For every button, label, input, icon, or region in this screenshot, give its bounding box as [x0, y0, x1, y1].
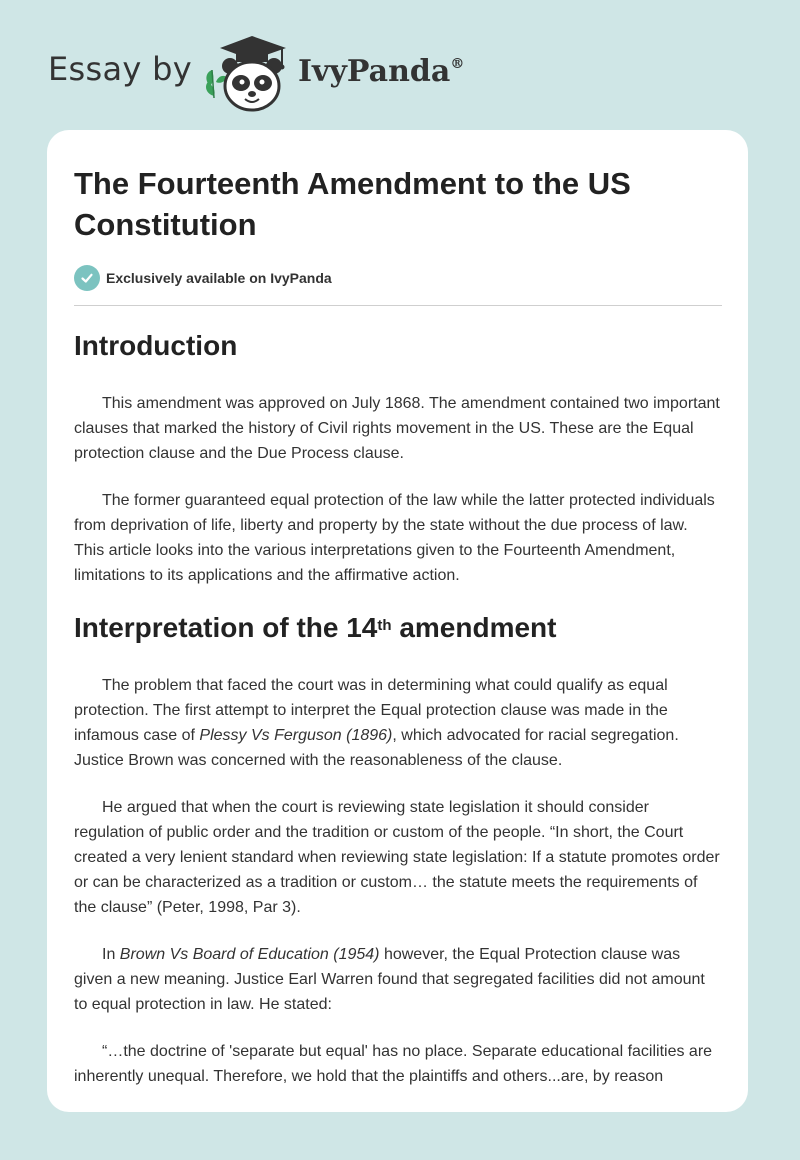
text-run: , which advocated for racial segregation. Justice Brown was concerned with the reasonableness of the clause. [74, 727, 679, 769]
section-heading-interpretation [74, 610, 722, 646]
text-run: The problem that faced the court was in determining what could qualify as equal protection. The first attempt to interpret the Equal protection clause was made in the infamous case of [74, 677, 668, 744]
heading-superscript: th [377, 617, 392, 634]
checkmark-icon [74, 265, 100, 291]
heading-main: Interpretation of the 14 [74, 612, 378, 643]
paragraph: He argued that when the court is reviewing state legislation it should consider regulation of public order and the tradition or custom of the people. “In short, the Court created a very lenient standard when reviewing state legislation: If a statute promotes order or can be characterized as a tradition or custom… the statute meets the requirements of the clause” (Peter, 1998, Par 3). [74, 799, 720, 916]
paragraph [74, 673, 722, 773]
title-divider [74, 305, 722, 306]
case-citation: Plessy Vs Ferguson (1896) [199, 727, 393, 744]
text-run: however, the Equal Protection clause was given a new meaning. Justice Earl Warren found that segregated facilities did not amount to equal protection in law. He stated: [74, 946, 705, 1013]
heading-tail: amendment [391, 612, 557, 643]
quote-paragraph: “…the doctrine of 'separate but equal' has no place. Separate educational facilities are inherently unequal. Therefore, we hold that the plaintiffs and others...are, by reason [74, 1043, 713, 1085]
paragraph: This amendment was approved on July 1868. The amendment contained two important clauses that marked the history of Civil rights movement in the US. These are the Equal protection clause and the Due Process clause. [74, 395, 720, 462]
registered-mark: ® [450, 56, 465, 72]
paragraph [74, 942, 722, 1017]
exclusive-badge [74, 265, 722, 291]
text-run: In [102, 946, 120, 963]
site-header [48, 28, 768, 118]
page-title: The Fourteenth Amendment to the US Constitution [74, 166, 631, 242]
case-citation: Brown Vs Board of Education (1954) [119, 946, 380, 963]
brand-text: IvyPanda [298, 54, 451, 89]
badge-text: Exclusively available on IvyPanda [106, 270, 332, 286]
panda-logo-icon[interactable] [200, 34, 292, 112]
paragraph: The former guaranteed equal protection of the law while the latter protected individuals from deprivation of life, liberty and property by the state without the due process of law. This article looks into the various interpretations given to the Fourteenth Amendment, limitations to its applications and the affirmative action. [74, 492, 715, 584]
essay-by-label: Essay by [48, 50, 192, 88]
section-heading-introduction: Introduction [74, 330, 238, 361]
article-card [47, 130, 748, 1112]
brand-name[interactable] [298, 54, 464, 89]
